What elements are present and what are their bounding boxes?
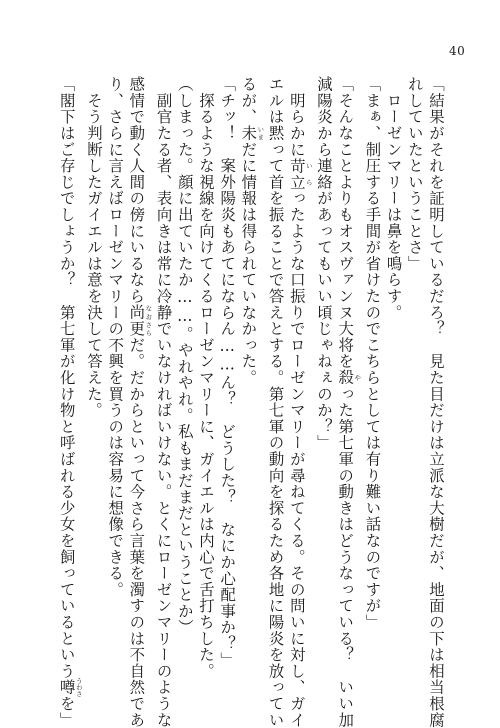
text-line: 感情で動く人間の傍にいるなら尚更 なおさらだ。だからといって今さら言葉を濁すのは不自然であ bbox=[127, 76, 153, 728]
text-line: 「結果がそれを証明しているだろ？ 見た目だけは立派な大樹だが、地面の下は相当根腐 bbox=[427, 76, 445, 728]
text-line: エルは黙って首を振ることで答えとする。第七軍の動向を探るため各地に陽炎を放ってい bbox=[266, 76, 285, 728]
text-line: 副官たる者、表向きは常に冷静でいなければいけない。とくにローゼンマリーのような bbox=[154, 76, 173, 728]
text-line: 「チッ！ 案外陽炎もあてにならん……ん？ どうした？ なにか心配事か？」 bbox=[218, 76, 237, 668]
novel-text bbox=[56, 76, 446, 728]
text-line: るが、未 いまだに情報は得られていなかった。 bbox=[239, 76, 265, 386]
page-number: 40 bbox=[449, 44, 466, 58]
text-line: ローゼンマリーは鼻を鳴らす。 bbox=[384, 76, 403, 321]
text-line: り、さらに言えばローゼンマリーの不興を買うのは容易に想像できる。 bbox=[106, 76, 125, 598]
furigana: 未 いま bbox=[239, 124, 265, 142]
text-line: 減陽炎から連絡があってもいい頃じゃねぇのか？」 bbox=[314, 76, 333, 451]
text-line: 「まぁ、制圧する手間が省けたのでこちらとしては有り難い話なのですが」 bbox=[363, 76, 382, 631]
text-line: 「閣下はご存じでしょうか？ 第七軍が化け物と呼ばれる少女を飼っているという噂 うわさを」 bbox=[57, 76, 83, 728]
text-line: れしていたということさ」 bbox=[405, 76, 424, 272]
text-line: 「そんなことよりもオスヴァンヌ大将を殺 やった第七軍の動きはどうなっている？ いい加 bbox=[336, 76, 362, 728]
furigana: 殺 や bbox=[336, 369, 362, 386]
furigana: 苛立 いら bbox=[287, 157, 313, 191]
text-line: そう判断したガイエルは意を決して答えた。 bbox=[84, 76, 103, 419]
text-line: 明らかに苛立 いらったような口振りでローゼンマリーが尋ねてくる。その問いに対し、ガイ bbox=[287, 76, 313, 728]
text-line: 探るような視線を向けてくるローゼンマリーに、ガイエルは内心で舌打ちした。 bbox=[196, 76, 215, 680]
furigana: 尚更 なおさら bbox=[127, 304, 153, 337]
furigana: 噂 うわさ bbox=[57, 677, 83, 698]
text-line: （しまった。顔に出ていたか……。やれやれ。私もまだまだということか） bbox=[175, 76, 194, 636]
